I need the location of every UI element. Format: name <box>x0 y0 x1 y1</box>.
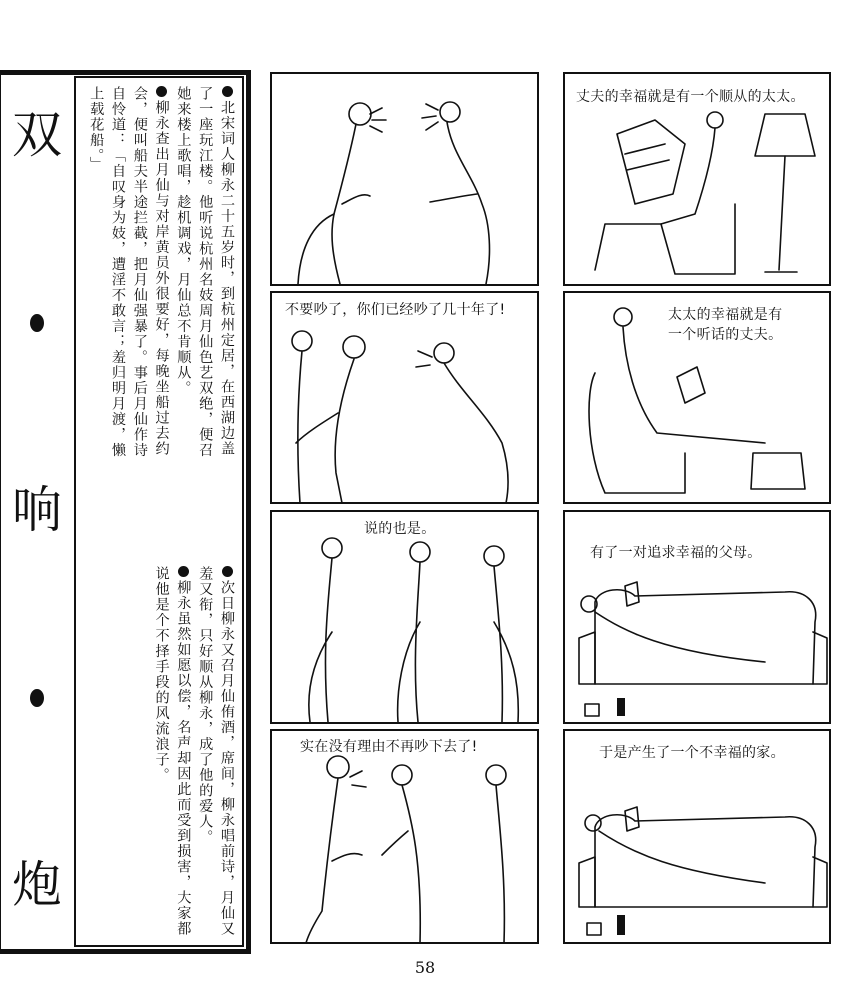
story-paragraph-4: 柳永虽然如愿以偿，名声却因此而受到损害，大家都说他是个不择手段的风流浪子。 <box>153 566 192 937</box>
mediator-illustration <box>272 293 539 504</box>
story-paragraph-2: 柳永查出月仙与对岸黄员外很要好，每晚坐船过去约会，便叫船夫半途拦截，把月仙强暴了。事后月仙作诗自怜道：「自叹身为妓，遭淫不敢言；羞归明月渡，懒上载花船。」 <box>88 86 170 458</box>
parents-sofa-illustration <box>565 512 831 724</box>
comic-panel-6 <box>563 510 831 724</box>
comic-panel-3 <box>270 291 539 504</box>
bullet-icon <box>222 86 233 97</box>
vertical-title <box>4 106 70 914</box>
panel-8-caption: 于是产生了一个不幸福的家。 <box>599 745 785 761</box>
comic-panel-8 <box>563 729 831 944</box>
title-char-2: 响 <box>12 481 62 539</box>
page-number: 58 <box>414 958 436 977</box>
arguing-couple-illustration <box>272 74 539 286</box>
title-char-1: 双 <box>12 106 62 164</box>
comic-panel-2 <box>563 72 831 286</box>
title-dot-1 <box>30 314 44 332</box>
story-text-upper <box>82 86 237 466</box>
comic-panel-4 <box>563 291 831 504</box>
comic-panel-7 <box>270 729 539 944</box>
bullet-icon <box>222 566 233 577</box>
bullet-icon <box>156 86 167 97</box>
panel-4-caption-line-1: 太太的幸福就是有 <box>668 307 783 323</box>
arguing-again-illustration <box>272 731 539 944</box>
panel-3-caption: 不要吵了，你们已经吵了几十年了! <box>285 302 506 318</box>
panel-6-caption: 有了一对追求幸福的父母。 <box>590 545 762 561</box>
panel-4-caption-line-2: 一个听话的丈夫。 <box>668 327 783 343</box>
title-char-3: 炮 <box>12 856 62 914</box>
panel-7-caption: 实在没有理由不再吵下去了! <box>300 739 478 755</box>
story-paragraph-3: 次日柳永又召月仙侑酒，席间，柳永唱前诗，月仙又羞又衔，只好顺从柳永，成了他的爱人。 <box>197 566 235 937</box>
title-dot-2 <box>30 689 44 707</box>
husband-reading-illustration <box>565 74 831 286</box>
story-paragraph-1: 北宋词人柳永二十五岁时，到杭州定居，在西湖边盖了一座玩江楼。他听说杭州名妓周月仙色艺双绝，便召她来楼上歌唱，趁机调戏，月仙总不肯顺从。 <box>175 86 235 458</box>
comic-panel-1 <box>270 72 539 286</box>
panel-2-caption: 丈夫的幸福就是有一个顺从的太太。 <box>576 89 805 105</box>
three-figures-illustration <box>272 512 539 724</box>
unhappy-family-illustration <box>565 731 831 944</box>
comic-panel-5 <box>270 510 539 724</box>
panel-5-caption: 说的也是。 <box>364 521 436 537</box>
bullet-icon <box>178 566 189 577</box>
wife-armchair-illustration <box>565 293 831 504</box>
story-text-lower <box>82 566 237 942</box>
